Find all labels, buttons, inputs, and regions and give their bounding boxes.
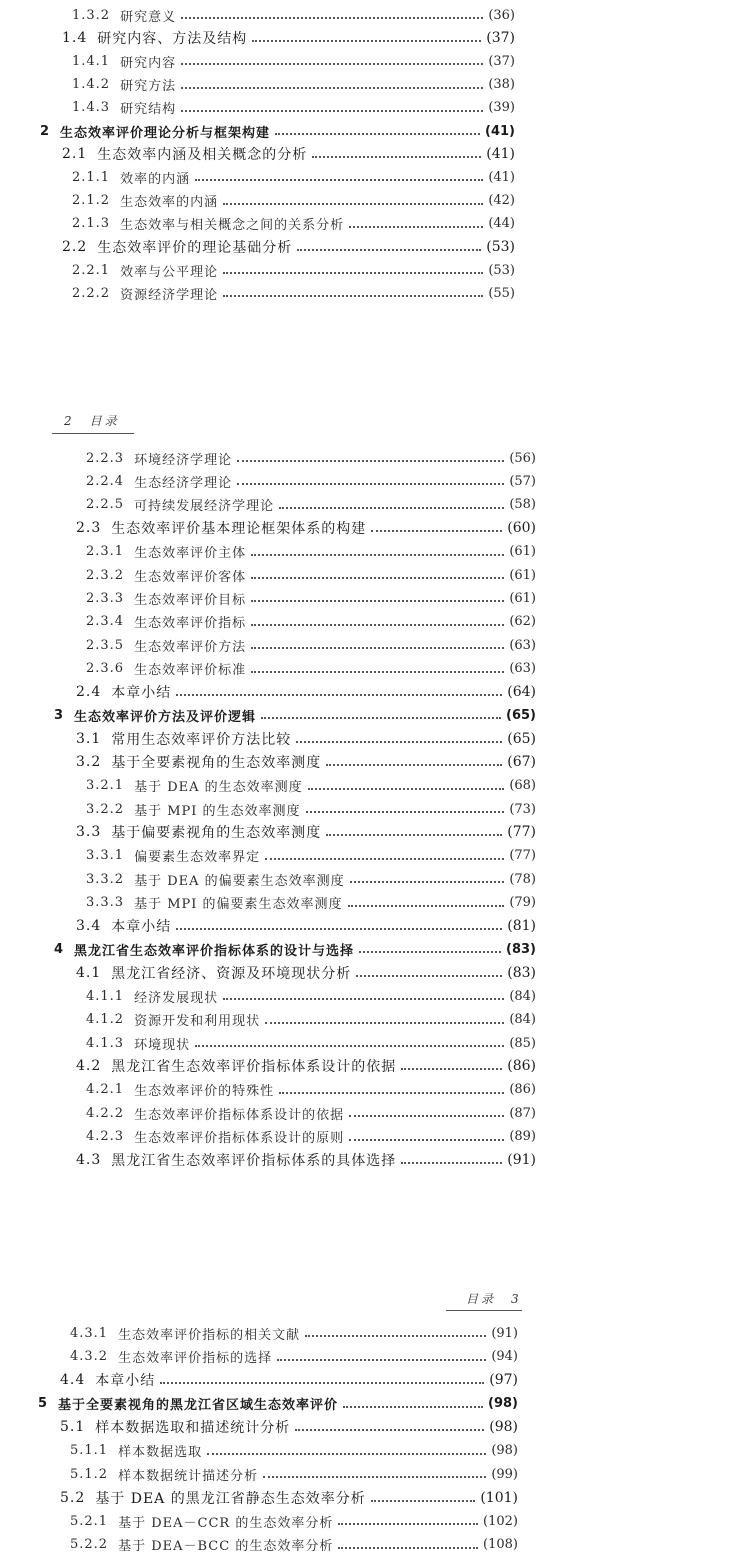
page-number: (63): [509, 661, 536, 677]
section-number: 4.1.1: [86, 988, 125, 1004]
dot-leader: [371, 530, 502, 532]
page-number: (83): [507, 964, 536, 981]
toc-entry: [54, 938, 536, 960]
page-number: (98): [489, 1419, 518, 1435]
page-number: (63): [509, 637, 536, 653]
section-title: 生态效率与相关概念之间的关系分析: [120, 218, 345, 234]
page-number: (55): [488, 285, 515, 301]
toc-entry: [86, 1009, 536, 1031]
toc-entry: [72, 190, 515, 212]
toc-entry: [86, 845, 536, 867]
toc-entry: [76, 1055, 536, 1077]
dot-leader: [251, 577, 504, 579]
page-number: (61): [509, 544, 536, 560]
toc-entry: [70, 1463, 518, 1485]
dot-leader: [195, 179, 483, 181]
dot-leader: [251, 671, 504, 673]
toc-entry: [86, 564, 536, 586]
section-number: 2.3.6: [86, 661, 125, 677]
section-number: 2.3.5: [86, 637, 125, 653]
section-number: 2.2.3: [86, 450, 125, 466]
page-number: (57): [509, 473, 536, 489]
section-title: 研究内容、方法及结构: [97, 31, 248, 48]
dot-leader: [359, 951, 501, 953]
dot-leader: [279, 1092, 504, 1094]
dot-leader: [401, 1068, 502, 1070]
section-title: 研究方法: [120, 79, 177, 95]
dot-leader: [181, 17, 483, 19]
dot-leader: [338, 1523, 478, 1525]
page-number: (37): [486, 30, 515, 47]
page-number: (83): [506, 941, 536, 957]
dot-leader: [195, 1045, 504, 1047]
section-title: 样本数据选取: [118, 1445, 203, 1460]
section-number: 4.2.3: [86, 1129, 125, 1145]
section-number: 5: [38, 1396, 49, 1411]
toc-entry: [72, 4, 515, 26]
page-number: (37): [488, 53, 515, 69]
section-title: 生态效率评价客体: [134, 569, 247, 585]
toc-entry: [76, 751, 536, 773]
toc-entry: [62, 143, 515, 165]
page-number: (65): [506, 707, 536, 723]
section-number: 1.4.3: [72, 100, 111, 116]
toc-page-1: [0, 0, 750, 310]
section-title: 生态效率评价指标的相关文献: [118, 1327, 301, 1343]
toc-entry: [86, 985, 536, 1007]
toc-entry: [72, 282, 515, 304]
toc-entry: [86, 1079, 536, 1101]
section-title: 生态效率评价目标: [134, 592, 247, 608]
section-number: 4: [54, 941, 65, 957]
section-number: 4.3.2: [70, 1349, 109, 1364]
section-title: 研究结构: [120, 102, 177, 118]
page-number: (86): [509, 1082, 536, 1098]
section-title: 基于 DEA 的黑龙江省静态生态效率分析: [95, 1490, 366, 1507]
page-number: (60): [507, 520, 536, 537]
page-number: (67): [507, 754, 536, 771]
toc-entry: [72, 50, 515, 72]
toc-entry: [70, 1322, 518, 1344]
toc-entry: [86, 611, 536, 633]
dot-leader: [296, 741, 502, 743]
section-title: 本章小结: [95, 1373, 156, 1389]
dot-leader: [326, 764, 502, 766]
section-title: 环境现状: [134, 1037, 191, 1053]
page-number: (101): [480, 1489, 518, 1506]
toc-entry: [72, 166, 515, 188]
page-number: (53): [486, 239, 515, 255]
toc-page-3: [0, 1280, 750, 1554]
page-number: (108): [483, 1537, 518, 1552]
section-number: 3.3.3: [86, 895, 125, 911]
section-number: 1.4.2: [72, 77, 111, 93]
section-number: 1.3.2: [72, 7, 111, 23]
section-number: 2.1: [62, 146, 88, 163]
section-title: 资源经济学理论: [120, 287, 219, 303]
dot-leader: [263, 1476, 486, 1478]
section-number: 4.4: [60, 1372, 86, 1388]
page-number: (78): [509, 871, 536, 887]
page-number: (91): [491, 1325, 518, 1341]
dot-leader: [251, 554, 504, 556]
page-number: (87): [509, 1105, 536, 1121]
dot-leader: [261, 717, 501, 719]
toc-entry: [86, 447, 536, 469]
page-number: (65): [507, 730, 536, 747]
toc-entry: [70, 1346, 518, 1368]
section-title: 黑龙江省生态效率评价指标体系的具体选择: [111, 1153, 397, 1169]
section-title: 资源开发和利用现状: [134, 1014, 261, 1030]
section-title: 生态效率评价指标体系设计的原则: [134, 1131, 345, 1147]
toc-entry: [86, 494, 536, 516]
page-number: (64): [507, 684, 536, 700]
page-number: (84): [509, 1012, 536, 1028]
section-title: 生态效率评价主体: [134, 546, 247, 562]
running-head-right: 目录 3: [466, 1292, 522, 1306]
page-number: (99): [491, 1466, 518, 1482]
section-title: 环境经济学理论: [134, 452, 233, 468]
page-number: (98): [488, 1396, 518, 1411]
toc-page-2: [0, 400, 750, 1190]
toc-entry: [62, 27, 515, 49]
section-title: 生态效率内涵及相关概念的分析: [97, 147, 308, 164]
toc-entry: [60, 1487, 518, 1509]
toc-entry: [76, 962, 536, 984]
dot-leader: [252, 40, 481, 42]
section-number: 3.3.1: [86, 848, 125, 864]
dot-leader: [181, 110, 483, 112]
section-title: 基于偏要素视角的生态效率测度: [111, 825, 322, 842]
section-title: 生态经济学理论: [134, 475, 233, 491]
dot-leader: [350, 881, 505, 883]
dot-leader: [181, 87, 483, 89]
dot-leader: [348, 905, 505, 907]
section-number: 5.2.1: [70, 1513, 109, 1529]
page-number: (41): [486, 146, 515, 163]
section-title: 本章小结: [111, 919, 172, 935]
section-number: 4.3.1: [70, 1325, 109, 1341]
section-number: 3.3.2: [86, 871, 125, 887]
dot-leader: [223, 203, 483, 205]
dot-leader: [356, 975, 502, 977]
section-title: 生态效率评价的特殊性: [134, 1084, 275, 1100]
page-number: (38): [488, 77, 515, 93]
section-number: 2.3.3: [86, 590, 125, 606]
dot-leader: [279, 507, 504, 509]
section-number: 3.3: [76, 824, 102, 841]
section-number: 3.1: [76, 730, 102, 747]
dot-leader: [251, 624, 504, 626]
toc-entry: [76, 915, 536, 937]
page-number: (39): [488, 100, 515, 116]
section-title: 生态效率评价的理论基础分析: [97, 240, 293, 256]
page-number: (102): [483, 1513, 518, 1529]
section-title: 经济发展现状: [134, 990, 219, 1006]
toc-entry: [70, 1534, 518, 1556]
section-title: 研究意义: [120, 9, 177, 25]
dot-leader: [176, 694, 502, 696]
section-number: 2: [40, 123, 51, 139]
toc-entry: [86, 798, 536, 820]
section-title: 基于 MPI 的生态效率测度: [134, 803, 301, 819]
page-number: (61): [509, 590, 536, 606]
page-number: (91): [507, 1152, 536, 1168]
section-number: 5.1.1: [70, 1443, 109, 1458]
toc-entry: [70, 1510, 518, 1532]
section-number: 2.2.4: [86, 473, 125, 489]
page-number: (41): [488, 169, 515, 185]
dot-leader: [265, 1022, 504, 1024]
dot-leader: [237, 460, 504, 462]
toc-entry: [86, 868, 536, 890]
toc-entry: [70, 1440, 518, 1462]
section-number: 2.2.1: [72, 262, 111, 278]
page-number: (98): [491, 1443, 518, 1458]
dot-leader: [295, 1429, 484, 1431]
section-number: 2.2.2: [72, 285, 111, 301]
section-number: 2.3.2: [86, 567, 125, 583]
section-title: 本章小结: [111, 685, 172, 701]
section-title: 效率的内涵: [120, 171, 191, 187]
dot-leader: [223, 998, 504, 1000]
page-number: (79): [509, 895, 536, 911]
section-number: 3: [54, 707, 65, 723]
page-number: (56): [509, 450, 536, 466]
section-title: 基于 DEA－CCR 的生态效率分析: [118, 1515, 334, 1531]
page-number: (94): [491, 1349, 518, 1364]
section-number: 3.2.1: [86, 778, 125, 794]
section-title: 生态效率评价方法: [134, 639, 247, 655]
page-number: (84): [509, 988, 536, 1004]
section-title: 偏要素生态效率界定: [134, 850, 261, 866]
dot-leader: [251, 647, 504, 649]
section-title: 样本数据选取和描述统计分析: [95, 1420, 291, 1436]
dot-leader: [251, 600, 504, 602]
toc-entry: [76, 517, 536, 539]
page-number: (44): [488, 216, 515, 232]
toc-entry: [38, 1393, 518, 1415]
section-title: 黑龙江省生态效率评价指标体系的设计与选择: [74, 943, 355, 959]
toc-entry: [86, 892, 536, 914]
section-title: 黑龙江省生态效率评价指标体系设计的依据: [111, 1059, 397, 1076]
dot-leader: [338, 1547, 478, 1549]
page-number: (89): [509, 1129, 536, 1145]
section-title: 样本数据统计描述分析: [118, 1468, 259, 1484]
section-title: 生态效率评价指标: [134, 616, 247, 632]
dot-leader: [305, 1335, 486, 1337]
section-title: 基于全要素视角的黑龙江省区域生态效率评价: [58, 1398, 339, 1413]
section-number: 2.1.3: [72, 216, 111, 232]
section-title: 生态效率评价基本理论框架体系的构建: [111, 521, 367, 538]
section-number: 2.3.4: [86, 614, 125, 630]
toc-entry: [72, 259, 515, 281]
toc-entry: [76, 728, 536, 750]
toc-entry: [60, 1416, 518, 1438]
toc-entry: [86, 1032, 536, 1054]
section-title: 基于全要素视角的生态效率测度: [111, 755, 322, 772]
page-number: (73): [509, 801, 536, 817]
toc-entry: [72, 97, 515, 119]
toc-entry: [86, 587, 536, 609]
toc-entry: [86, 1126, 536, 1148]
toc-entry: [76, 1149, 536, 1171]
header-rule: [52, 433, 134, 434]
section-title: 生态效率评价标准: [134, 663, 247, 679]
dot-leader: [277, 1359, 486, 1361]
section-number: 2.3: [76, 520, 102, 537]
section-title: 基于 DEA 的偏要素生态效率测度: [134, 873, 345, 889]
section-number: 4.3: [76, 1152, 102, 1168]
page-number: (42): [488, 193, 515, 209]
section-number: 3.2: [76, 754, 102, 771]
section-number: 1.4.1: [72, 53, 111, 69]
section-number: 4.1.2: [86, 1012, 125, 1028]
section-title: 研究内容: [120, 55, 177, 71]
page-number: (58): [509, 497, 536, 513]
toc-entry: [86, 470, 536, 492]
header-rule: [446, 1310, 522, 1311]
section-title: 生态效率评价指标体系设计的依据: [134, 1107, 345, 1123]
page-number: (36): [488, 7, 515, 23]
dot-leader: [326, 834, 502, 836]
dot-leader: [308, 788, 505, 790]
section-number: 4.2.1: [86, 1082, 125, 1098]
section-title: 基于 DEA 的生态效率测度: [134, 780, 303, 796]
section-title: 可持续发展经济学理论: [134, 499, 275, 515]
page-number: (68): [509, 778, 536, 794]
section-number: 5.1.2: [70, 1466, 109, 1482]
dot-leader: [349, 226, 483, 228]
dot-leader: [160, 1382, 484, 1384]
dot-leader: [371, 1500, 476, 1502]
dot-leader: [176, 928, 502, 930]
toc-entry: [76, 681, 536, 703]
section-title: 黑龙江省经济、资源及环境现状分析: [111, 965, 352, 982]
dot-leader: [312, 156, 481, 158]
dot-leader: [349, 1115, 504, 1117]
section-title: 生态效率评价指标的选择: [118, 1351, 273, 1366]
toc-entry: [76, 821, 536, 843]
section-title: 基于 MPI 的偏要素生态效率测度: [134, 897, 343, 913]
dot-leader: [401, 1162, 502, 1164]
page-number: (62): [509, 614, 536, 630]
page-number: (77): [509, 848, 536, 864]
dot-leader: [306, 811, 505, 813]
section-number: 2.3.1: [86, 544, 125, 560]
section-number: 2.2.5: [86, 497, 125, 513]
toc-entry: [40, 120, 515, 142]
toc-entry: [86, 658, 536, 680]
toc-entry: [86, 1102, 536, 1124]
section-number: 2.2: [62, 239, 88, 255]
section-number: 4.1.3: [86, 1035, 125, 1051]
toc-entry: [54, 704, 536, 726]
dot-leader: [237, 483, 504, 485]
toc-entry: [72, 213, 515, 235]
section-number: 4.2.2: [86, 1105, 125, 1121]
section-title: 生态效率评价方法及评价逻辑: [74, 709, 257, 725]
page-number: (61): [509, 567, 536, 583]
dot-leader: [207, 1453, 486, 1455]
section-number: 1.4: [62, 30, 88, 47]
dot-leader: [223, 295, 483, 297]
section-title: 基于 DEA－BCC 的生态效率分析: [118, 1539, 334, 1554]
dot-leader: [265, 858, 504, 860]
dot-leader: [349, 1139, 504, 1141]
dot-leader: [181, 63, 483, 65]
running-head-left: 2 目录: [64, 414, 120, 428]
section-number: 4.2: [76, 1058, 102, 1075]
toc-entry: [86, 541, 536, 563]
page-number: (41): [485, 123, 515, 139]
page-number: (86): [507, 1058, 536, 1075]
toc-entry: [86, 775, 536, 797]
section-number: 5.2: [60, 1489, 86, 1506]
page-number: (77): [507, 824, 536, 841]
dot-leader: [343, 1406, 483, 1408]
page-number: (97): [489, 1372, 518, 1388]
section-number: 3.2.2: [86, 801, 125, 817]
section-title: 生态效率的内涵: [120, 195, 219, 211]
section-title: 生态效率评价理论分析与框架构建: [60, 125, 271, 141]
section-number: 2.1.1: [72, 169, 111, 185]
toc-entry: [86, 634, 536, 656]
section-number: 5.2.2: [70, 1537, 109, 1552]
section-number: 2.1.2: [72, 193, 111, 209]
page-number: (53): [488, 262, 515, 278]
section-number: 3.4: [76, 918, 102, 934]
section-title: 常用生态效率评价方法比较: [111, 731, 292, 748]
dot-leader: [297, 249, 481, 251]
section-title: 效率与公平理论: [120, 264, 219, 280]
page-number: (85): [509, 1035, 536, 1051]
toc-entry: [72, 74, 515, 96]
section-number: 5.1: [60, 1419, 86, 1435]
toc-entry: [60, 1369, 518, 1391]
dot-leader: [223, 272, 483, 274]
section-number: 4.1: [76, 964, 102, 981]
page-number: (81): [507, 918, 536, 934]
toc-entry: [62, 236, 515, 258]
section-number: 2.4: [76, 684, 102, 700]
dot-leader: [275, 133, 480, 135]
